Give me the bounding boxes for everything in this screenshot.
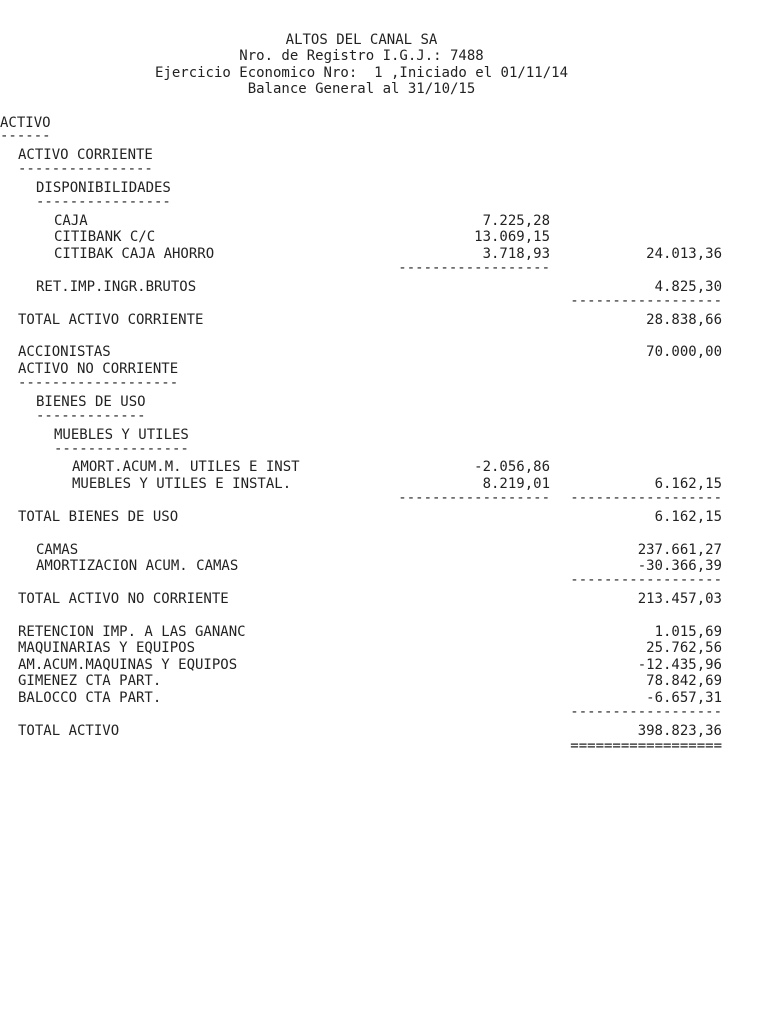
total-value: 398.823,36 <box>637 723 722 739</box>
item-label: AM.ACUM.MAQUINAS Y EQUIPOS <box>18 657 238 673</box>
company-name: ALTOS DEL CANAL SA <box>285 32 438 48</box>
total-value: 213.457,03 <box>637 591 722 607</box>
subtotal-rule <box>0 260 768 276</box>
item-label: AMORT.ACUM.M. UTILES E INST <box>72 459 300 475</box>
total-activo-no-corriente <box>0 591 768 607</box>
total-activo <box>0 723 768 739</box>
item-label: CAJA <box>54 213 88 229</box>
total-bienes-de-uso <box>0 509 768 525</box>
underline: ------------------ <box>398 260 550 276</box>
item-value: 13.069,15 <box>474 229 550 245</box>
section-rule <box>0 128 768 144</box>
total-activo-corriente <box>0 312 768 328</box>
subtotal-value: 6.162,15 <box>654 476 722 492</box>
section-title: DISPONIBILIDADES <box>36 180 171 196</box>
section-rule <box>0 441 768 457</box>
line-item-amort-muebles <box>0 459 768 475</box>
subtotal-rule <box>0 293 768 309</box>
item-value: 1.015,69 <box>654 624 722 640</box>
item-value: -6.657,31 <box>646 690 722 706</box>
fiscal-year: Ejercicio Economico Nro: 1 ,Iniciado el 01/11/14 <box>154 65 568 81</box>
line-item-am-maquinas <box>0 657 768 673</box>
item-label: MUEBLES Y UTILES E INSTAL. <box>72 476 292 492</box>
underline: ------ <box>0 128 51 144</box>
item-value: 70.000,00 <box>646 344 722 360</box>
section-title: ACTIVO NO CORRIENTE <box>18 361 179 377</box>
total-value: 6.162,15 <box>654 509 722 525</box>
underline: ------------------- <box>18 375 179 391</box>
item-label: CAMAS <box>36 542 79 558</box>
section-rule <box>0 375 768 391</box>
item-value: 237.661,27 <box>637 542 722 558</box>
item-label: CITIBAK CAJA AHORRO <box>54 246 215 262</box>
subtotal-rule <box>0 490 768 506</box>
line-item-accionistas <box>0 344 768 360</box>
item-value: 78.842,69 <box>646 673 722 689</box>
total-label: TOTAL ACTIVO NO CORRIENTE <box>18 591 229 607</box>
line-item-maquinarias <box>0 640 768 656</box>
total-label: TOTAL ACTIVO CORRIENTE <box>18 312 204 328</box>
item-label: CITIBANK C/C <box>54 229 156 245</box>
item-value: 8.219,01 <box>482 476 550 492</box>
line-item-caja <box>0 213 768 229</box>
item-value: -30.366,39 <box>637 558 722 574</box>
underline: ------------------ <box>570 572 722 588</box>
underline: ------------------ <box>570 704 722 720</box>
item-label: RETENCION IMP. A LAS GANANC <box>18 624 246 640</box>
section-rule <box>0 408 768 424</box>
underline: ------------- <box>36 408 146 424</box>
subtotal-rule <box>0 704 768 720</box>
line-item-retencion <box>0 624 768 640</box>
subtotal-value: 24.013,36 <box>646 246 722 262</box>
item-label: ACCIONISTAS <box>18 344 111 360</box>
item-value: 25.762,56 <box>646 640 722 656</box>
section-title: ACTIVO <box>0 115 51 131</box>
item-label: AMORTIZACION ACUM. CAMAS <box>36 558 239 574</box>
section-title: BIENES DE USO <box>36 394 146 410</box>
double-underline: ================== <box>570 738 722 754</box>
item-value: -12.435,96 <box>637 657 722 673</box>
item-value: 3.718,93 <box>482 246 550 262</box>
line-item-citibank <box>0 229 768 245</box>
underline: ---------------- <box>18 161 153 177</box>
item-label: GIMENEZ CTA PART. <box>18 673 162 689</box>
subtotal-rule <box>0 572 768 588</box>
underline: ------------------ <box>570 293 722 309</box>
total-label: TOTAL BIENES DE USO <box>18 509 179 525</box>
line-item-gimenez <box>0 673 768 689</box>
registry-number: Nro. de Registro I.G.J.: 7488 <box>239 48 484 64</box>
total-double-rule <box>0 738 768 754</box>
item-value: 7.225,28 <box>482 213 550 229</box>
item-label: RET.IMP.INGR.BRUTOS <box>36 279 197 295</box>
item-value: 4.825,30 <box>654 279 722 295</box>
section-rule <box>0 161 768 177</box>
section-title: MUEBLES Y UTILES <box>54 427 189 443</box>
balance-date: Balance General al 31/10/15 <box>247 81 476 97</box>
total-label: TOTAL ACTIVO <box>18 723 120 739</box>
underline: ------------------ <box>398 490 550 506</box>
underline: ---------------- <box>54 441 189 457</box>
line-item-camas <box>0 542 768 558</box>
item-label: BALOCCO CTA PART. <box>18 690 162 706</box>
item-label: MAQUINARIAS Y EQUIPOS <box>18 640 196 656</box>
section-rule <box>0 194 768 210</box>
total-value: 28.838,66 <box>646 312 722 328</box>
underline: ------------------ <box>570 490 722 506</box>
underline: ---------------- <box>36 194 171 210</box>
item-value: -2.056,86 <box>474 459 550 475</box>
section-title: ACTIVO CORRIENTE <box>18 147 153 163</box>
